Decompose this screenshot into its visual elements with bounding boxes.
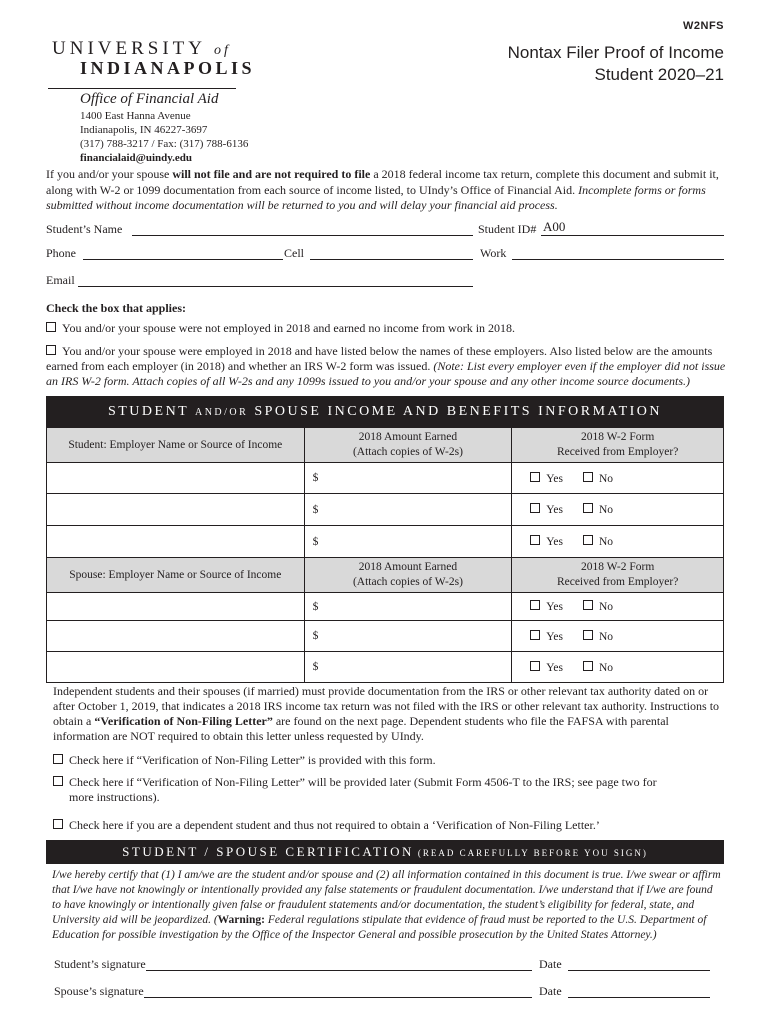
dollar-sign: $ — [312, 472, 319, 484]
table-row — [47, 652, 724, 683]
yes-label: Yes — [546, 536, 563, 548]
student-header-row — [47, 428, 724, 463]
amount-cell[interactable] — [304, 494, 512, 526]
no-checkbox[interactable] — [583, 661, 593, 671]
option-letter-provided-text: Check here if “Verification of Non-Filing Letter” is provided with this form. — [69, 753, 436, 767]
student-date-label: Date — [539, 957, 562, 971]
independent-text-1: Independent students and their spouses (if married) must provide documentation from the IRS or other relevant tax authority dated on or after October 1, 2019, that indicates a 2018 IRS income tax return was not filed with the IRS or other relevant tax authority. Instructions to obtain a — [53, 684, 720, 728]
work-line[interactable] — [512, 259, 724, 260]
amount-header-2: (Attach copies of W-2s) — [352, 576, 463, 588]
student-id-label: Student ID# — [478, 222, 537, 236]
intro-text-1: If you and/or your spouse — [46, 167, 173, 181]
check-heading: Check the box that applies: — [46, 301, 187, 315]
amount-header-1: 2018 Amount Earned — [358, 431, 458, 443]
email-label: Email — [46, 273, 75, 287]
student-name-line[interactable] — [132, 235, 473, 236]
option-letter-later-text-2: more instructions). — [69, 790, 160, 804]
employer-cell[interactable] — [47, 463, 305, 494]
yes-checkbox[interactable] — [530, 661, 540, 671]
option-letter-provided — [53, 753, 436, 768]
income-title-c: SPOUSE INCOME AND BENEFITS INFORMATION — [248, 404, 663, 419]
phone-fax: (317) 788-3217 / Fax: (317) 788-6136 — [80, 138, 249, 150]
amount-header-1: 2018 Amount Earned — [358, 561, 458, 573]
cert-text-2: Federal regulations stipulate that evidence of fraud must be reported to the U.S. Department of Education for possible investigation by the Office of the Inspector General and possible prosecution by the United States Attorney.) — [52, 914, 707, 941]
address-line-1: 1400 East Hanna Avenue — [80, 110, 191, 122]
logo-university — [52, 38, 231, 60]
student-employer-header: Student: Employer Name or Source of Income — [47, 428, 305, 463]
spouse-date-line[interactable] — [568, 997, 710, 998]
amount-header — [304, 558, 512, 593]
option-employed — [46, 344, 730, 389]
cell-line[interactable] — [310, 259, 473, 260]
cert-title-small: (READ CAREFULLY BEFORE YOU SIGN) — [417, 848, 648, 858]
checkbox-letter-later[interactable] — [53, 776, 63, 786]
w2-cell — [512, 494, 724, 526]
income-title-b: AND/OR — [194, 407, 249, 418]
yes-checkbox[interactable] — [530, 472, 540, 482]
w2-header-2: Received from Employer? — [556, 446, 679, 458]
income-table — [46, 427, 724, 683]
option-employed-note: (Note: List every employer even if the employer did not issue an IRS W-2 form. Attach copies of all W-2s and any 1099s issued to you and/or your spouse and any other income source documents.) — [46, 359, 726, 388]
table-row — [47, 494, 724, 526]
amount-header — [304, 428, 512, 463]
title-line-2: Student 2020–21 — [594, 65, 724, 84]
yes-label: Yes — [546, 601, 563, 613]
spouse-employer-header: Spouse: Employer Name or Source of Income — [47, 558, 305, 593]
cert-title: STUDENT / SPOUSE CERTIFICATION — [122, 844, 414, 859]
yes-checkbox[interactable] — [530, 600, 540, 610]
intro-text-2: a 2018 federal income tax return, complete this document and submit it, along with W-2 or 1099 documentation from each source of income listed, to UIndy’s Office of Financial Aid. — [46, 167, 719, 197]
employer-cell[interactable] — [47, 621, 305, 652]
dollar-sign: $ — [312, 600, 319, 613]
no-checkbox[interactable] — [583, 630, 593, 640]
employer-cell[interactable] — [47, 593, 305, 621]
w2-header-2: Received from Employer? — [556, 576, 679, 588]
logo-university-text: UNIVERSITY — [52, 38, 206, 59]
employer-cell[interactable] — [47, 494, 305, 526]
income-title-a: STUDENT — [107, 404, 195, 419]
yes-label: Yes — [546, 661, 563, 674]
office-address — [80, 109, 248, 165]
table-row — [47, 593, 724, 621]
amount-cell[interactable] — [304, 652, 512, 683]
office-name: Office of Financial Aid — [80, 91, 219, 107]
student-id-line[interactable] — [541, 235, 724, 236]
intro-paragraph — [46, 167, 730, 214]
option-not-employed — [46, 321, 730, 336]
yes-checkbox[interactable] — [530, 503, 540, 513]
w2-cell — [512, 593, 724, 621]
w2-header-1: 2018 W-2 Form — [581, 431, 655, 443]
dollar-sign: $ — [312, 661, 319, 673]
amount-cell[interactable] — [304, 621, 512, 652]
option-dependent-text: Check here if you are a dependent student and thus not required to obtain a ‘Verification of Non-Filing Letter.’ — [69, 818, 600, 832]
option-letter-later-text: Check here if “Verification of Non-Filing Letter” will be provided later (Submit Form 4506-T to the IRS; see page two for — [69, 775, 657, 789]
intro-text-bold: will not file and are not required to file — [172, 167, 371, 181]
yes-label: Yes — [546, 472, 563, 485]
checkbox-employed[interactable] — [46, 345, 56, 355]
no-label: No — [599, 601, 614, 613]
amount-cell[interactable] — [304, 463, 512, 494]
amount-cell[interactable] — [304, 593, 512, 621]
student-signature-label: Student’s signature — [54, 957, 146, 971]
spouse-header-row — [47, 558, 724, 593]
checkbox-not-employed[interactable] — [46, 322, 56, 332]
no-label: No — [599, 630, 614, 643]
form-code: W2NFS — [683, 20, 724, 32]
independent-text-2: are found on the next page. Dependent students who file the FAFSA with parental information are NOT required to obtain this letter unless requested by UIndy. — [53, 714, 669, 743]
w2-cell — [512, 621, 724, 652]
table-row — [47, 526, 724, 558]
employer-cell[interactable] — [47, 652, 305, 683]
checkbox-letter-provided[interactable] — [53, 754, 63, 764]
certification-text — [52, 868, 724, 943]
email-line[interactable] — [78, 286, 473, 287]
amount-cell[interactable] — [304, 526, 512, 558]
dollar-sign: $ — [312, 630, 319, 642]
spouse-signature-line[interactable] — [144, 997, 532, 998]
no-label: No — [599, 472, 614, 485]
w2-header-1: 2018 W-2 Form — [581, 561, 655, 573]
employer-cell[interactable] — [47, 526, 305, 558]
no-label: No — [599, 661, 614, 674]
option-not-employed-text: You and/or your spouse were not employed in 2018 and earned no income from work in 2018. — [62, 321, 516, 335]
spouse-signature-label: Spouse’s signature — [54, 984, 144, 998]
phone-label: Phone — [46, 246, 76, 260]
cell-label: Cell — [284, 246, 304, 260]
logo-divider — [48, 88, 236, 89]
income-section-header — [46, 396, 724, 427]
spouse-date-label: Date — [539, 984, 562, 998]
no-label: No — [599, 536, 614, 548]
office-email: financialaid@uindy.edu — [80, 152, 193, 164]
option-employed-text: You and/or your spouse were employed in 2018 and have listed below the names of these employers. Also listed below are the amounts earned from each employer (in 2018) and whether an IRS W-2 form was issued. — [46, 344, 713, 373]
no-checkbox[interactable] — [583, 472, 593, 482]
student-name-label: Student’s Name — [46, 222, 123, 236]
w2-cell — [512, 463, 724, 494]
w2-header — [512, 428, 724, 463]
w2-cell — [512, 526, 724, 558]
intro-text-italic: Incomplete forms or forms submitted without income documentation will be returned to you and will delay your financial aid process. — [46, 182, 706, 212]
no-label: No — [599, 504, 614, 516]
w2-cell — [512, 652, 724, 683]
table-row — [47, 463, 724, 494]
page-title — [508, 42, 724, 86]
yes-checkbox[interactable] — [530, 630, 540, 640]
work-label: Work — [480, 246, 507, 260]
yes-checkbox[interactable] — [530, 535, 540, 545]
dollar-sign: $ — [312, 503, 319, 516]
dollar-sign: $ — [312, 535, 319, 548]
option-dependent — [53, 818, 600, 833]
option-letter-later — [53, 775, 725, 805]
title-line-1: Nontax Filer Proof of Income — [507, 43, 724, 62]
cert-warning: Warning: — [217, 914, 265, 926]
table-row — [47, 621, 724, 652]
logo-of: of — [214, 43, 231, 58]
independent-text-bold: “Verification of Non-Filing Letter” — [94, 714, 273, 728]
logo-indianapolis: INDIANAPOLIS — [80, 58, 256, 78]
cert-text-1: I/we hereby certify that (1) I am/we are the student and/or spouse and (2) all information contained in this document is true. I/we swear or affirm that I/we have not knowingly or intentionally provided any false statements or fraudulent documentation. I/we understand that if I/we are found to have knowingly or intentionally given false or fraudulent statements and/or documentation, the student’s eligibility for federal, state, and University aid will be jeopardized. ( — [52, 869, 721, 926]
checkbox-dependent[interactable] — [53, 819, 63, 829]
amount-header-2: (Attach copies of W-2s) — [352, 446, 463, 458]
student-date-line[interactable] — [568, 970, 710, 971]
phone-line[interactable] — [83, 259, 283, 260]
no-checkbox[interactable] — [583, 535, 593, 545]
w2-header — [512, 558, 724, 593]
student-signature-line[interactable] — [146, 970, 532, 971]
yes-label: Yes — [546, 630, 563, 643]
independent-paragraph — [53, 684, 725, 744]
no-checkbox[interactable] — [583, 600, 593, 610]
certification-header — [46, 840, 724, 864]
yes-label: Yes — [546, 504, 563, 516]
no-checkbox[interactable] — [583, 503, 593, 513]
address-line-2: Indianapolis, IN 46227-3697 — [80, 124, 208, 136]
student-id-value: A00 — [543, 219, 566, 234]
